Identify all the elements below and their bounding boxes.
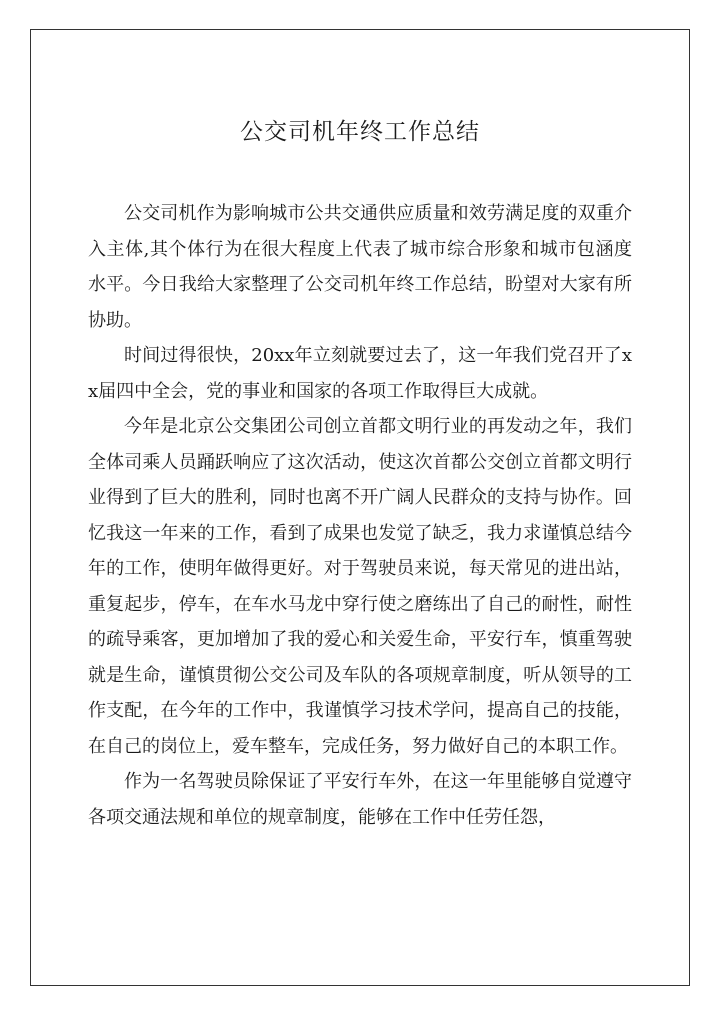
document-title: 公交司机年终工作总结 (240, 119, 480, 145)
document-body (88, 104, 632, 835)
paragraph-time: 时间过得很快，20xx年立刻就要过去了，这一年我们党召开了xx届四中全会，党的事业和国家的各项工作取得巨大成就。 (88, 345, 632, 402)
paragraph-safety: 作为一名驾驶员除保证了平安行车外，在这一年里能够自觉遵守各项交通法规和单位的规章制度，能够在工作中任劳任怨， (88, 771, 632, 828)
paragraph-intro: 公交司机作为影响城市公共交通供应质量和效劳满足度的双重介入主体,其个体行为在很大程度上代表了城市综合形象和城市包涵度水平。今日我给大家整理了公交司机年终工作总结，盼望对大家有所协助。 (88, 203, 632, 331)
paragraph-year-review: 今年是北京公交集团公司创立首都文明行业的再发动之年，我们全体司乘人员踊跃响应了这次活动，使这次首都公交创立首都文明行业得到了巨大的胜利，同时也离不开广阔人民群众的支持与协作。回忆我这一年来的工作，看到了成果也发觉了缺乏，我力求谨慎总结今年的工作，使明年做得更好。对于驾驶员来说，每天常见的进出站，重复起步，停车，在车水马龙中穿行使之磨练出了自己的耐性，耐性的疏导乘客，更加增加了我的爱心和关爱生命，平安行车，慎重驾驶就是生命，谨慎贯彻公交公司及车队的各项规章制度，听从领导的工作支配，在今年的工作中，我谨慎学习技术学问，提高自己的技能，在自己的岗位上，爱车整车，完成任务，努力做好自己的本职工作。 (88, 416, 632, 757)
